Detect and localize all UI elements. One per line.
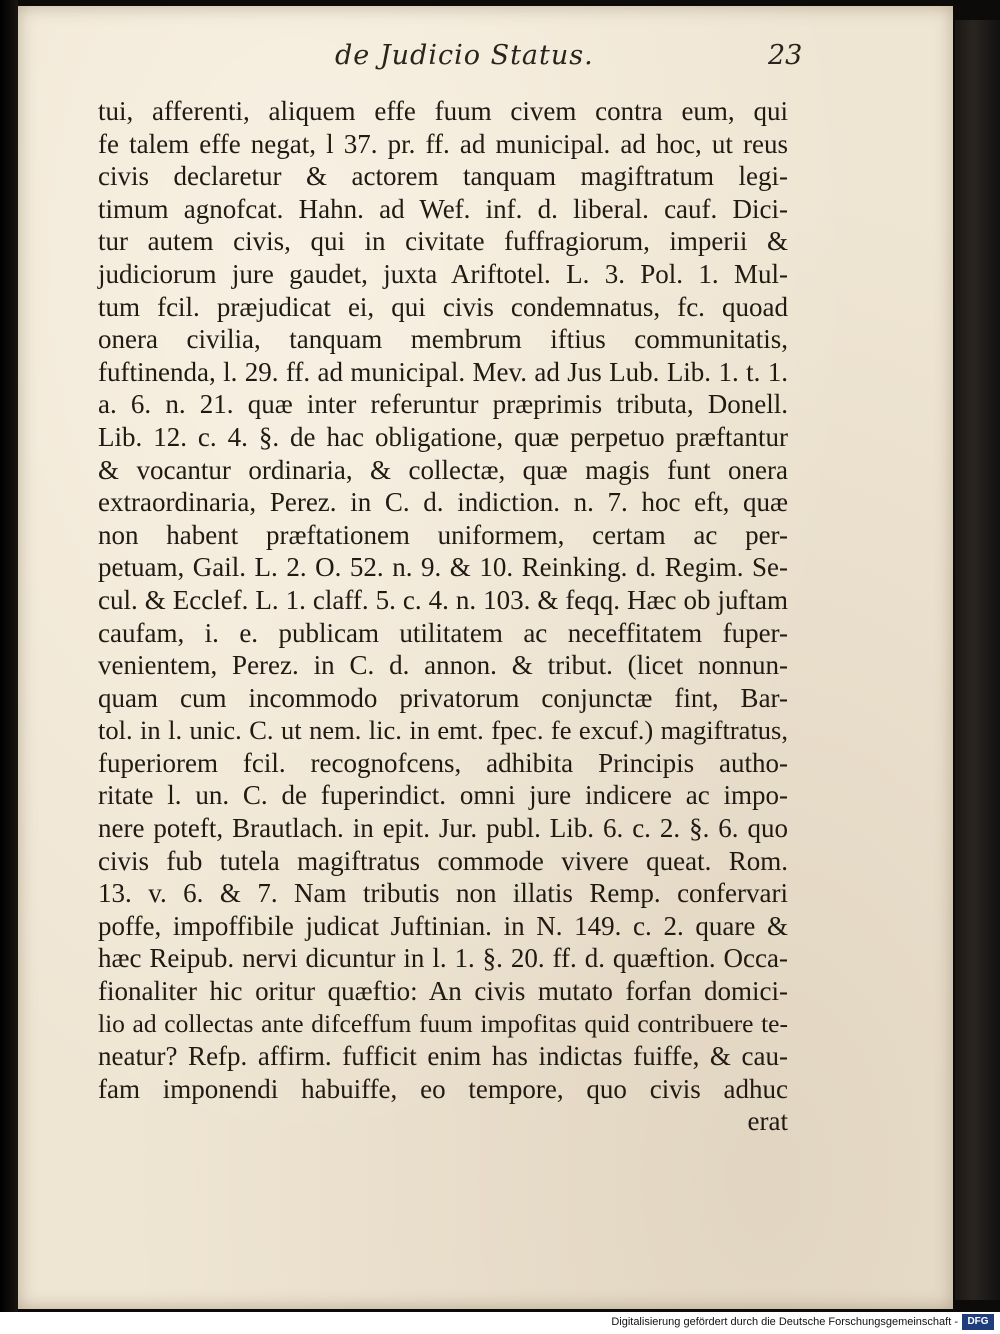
text-line: fuftinenda, l. 29. ff. ad municipal. Mev. ad Jus Lub. Lib. 1. t. 1.: [98, 356, 788, 387]
text-line: tol. in l. unic. C. ut nem. lic. in emt. fpec. fe excuf.) magiftratus,: [98, 715, 788, 746]
text-line: fe talem effe negat, l 37. pr. ff. ad municipal. ad hoc, ut reus: [98, 128, 788, 159]
text-line: quam cum incommodo privatorum conjunctæ fint, Bar-: [98, 682, 788, 713]
body-text: [98, 95, 788, 1138]
text-line: cul. & Ecclef. L. 1. claff. 5. c. 4. n. 103. & feqq. Hæc ob juftam: [98, 584, 788, 615]
text-line: Lib. 12. c. 4. §. de hac obligatione, quæ perpetuo præftantur: [98, 421, 788, 452]
page-edge-strip: [955, 20, 1000, 1300]
text-line: extraordinaria, Perez. in C. d. indiction. n. 7. hoc eft, quæ: [98, 487, 788, 518]
text-line: timum agnofcat. Hahn. ad Wef. inf. d. liberal. cauf. Dici-: [98, 193, 788, 224]
catchword: erat: [747, 1106, 788, 1137]
text-line: venientem, Perez. in C. d. annon. & tribut. (licet nonnun-: [98, 650, 788, 681]
text-line: 13. v. 6. & 7. Nam tributis non illatis Remp. confervari: [98, 878, 788, 909]
text-line: poffe, impoffibile judicat Juftinian. in N. 149. c. 2. quare &: [98, 910, 788, 941]
text-line: fuperiorem fcil. recognofcens, adhibita Principis autho-: [98, 747, 788, 778]
page-number: 23: [768, 40, 803, 71]
text-line: fam imponendi habuiffe, eo tempore, quo civis adhuc: [98, 1073, 788, 1104]
text-line: petuam, Gail. L. 2. O. 52. n. 9. & 10. Reinking. d. Regim. Se-: [98, 552, 788, 583]
text-line: non habent præftationem uniformem, certam ac per-: [98, 519, 788, 550]
text-line: ritate l. un. C. de fuperindict. omni jure indicere ac impo-: [98, 780, 788, 811]
text-line: nere poteft, Brautlach. in epit. Jur. publ. Lib. 6. c. 2. §. 6. quo: [98, 813, 788, 844]
text-line: tur autem civis, qui in civitate fuffragiorum, imperii &: [98, 226, 788, 257]
text-line: neatur? Refp. affirm. fufficit enim has indictas fuiffe, & cau-: [98, 1041, 788, 1072]
text-line: tui, afferenti, aliquem effe fuum civem contra eum, qui: [98, 96, 788, 126]
text-line: hæc Reipub. nervi dicuntur in l. 1. §. 20. ff. d. quæftion. Occa-: [98, 943, 788, 974]
dfg-logo: DFG: [962, 1314, 994, 1330]
text-line: onera civilia, tanquam membrum iftius communitatis,: [98, 324, 788, 355]
text-line: & vocantur ordinaria, & collectæ, quæ magis funt onera: [98, 454, 788, 485]
text-line: a. 6. n. 21. quæ inter referuntur præprimis tributa, Donell.: [98, 389, 788, 420]
text-line: lio ad collectas ante difceffum fuum impofitas quid contribuere te-: [98, 1008, 788, 1038]
book-spine-shadow: [0, 0, 18, 1312]
text-line: civis fub tutela magiftratus commode vivere queat. Rom.: [98, 845, 788, 876]
text-line: judiciorum jure gaudet, juxta Ariftotel. L. 3. Pol. 1. Mul-: [98, 258, 788, 289]
text-line: tum fcil. præjudicat ei, qui civis condemnatus, fc. quoad: [98, 291, 788, 322]
text-line: fionaliter hic oritur quæftio: An civis mutato forfan domici-: [98, 976, 788, 1007]
running-title: de Judicio Status.: [335, 40, 594, 71]
text-line: caufam, i. e. publicam utilitatem ac neceffitatem fuper-: [98, 617, 788, 648]
funding-credit: Digitalisierung gefördert durch die Deutsche Forschungsgemeinschaft -: [611, 1316, 958, 1328]
text-line: civis declaretur & actorem tanquam magiftratum legi-: [98, 161, 788, 192]
